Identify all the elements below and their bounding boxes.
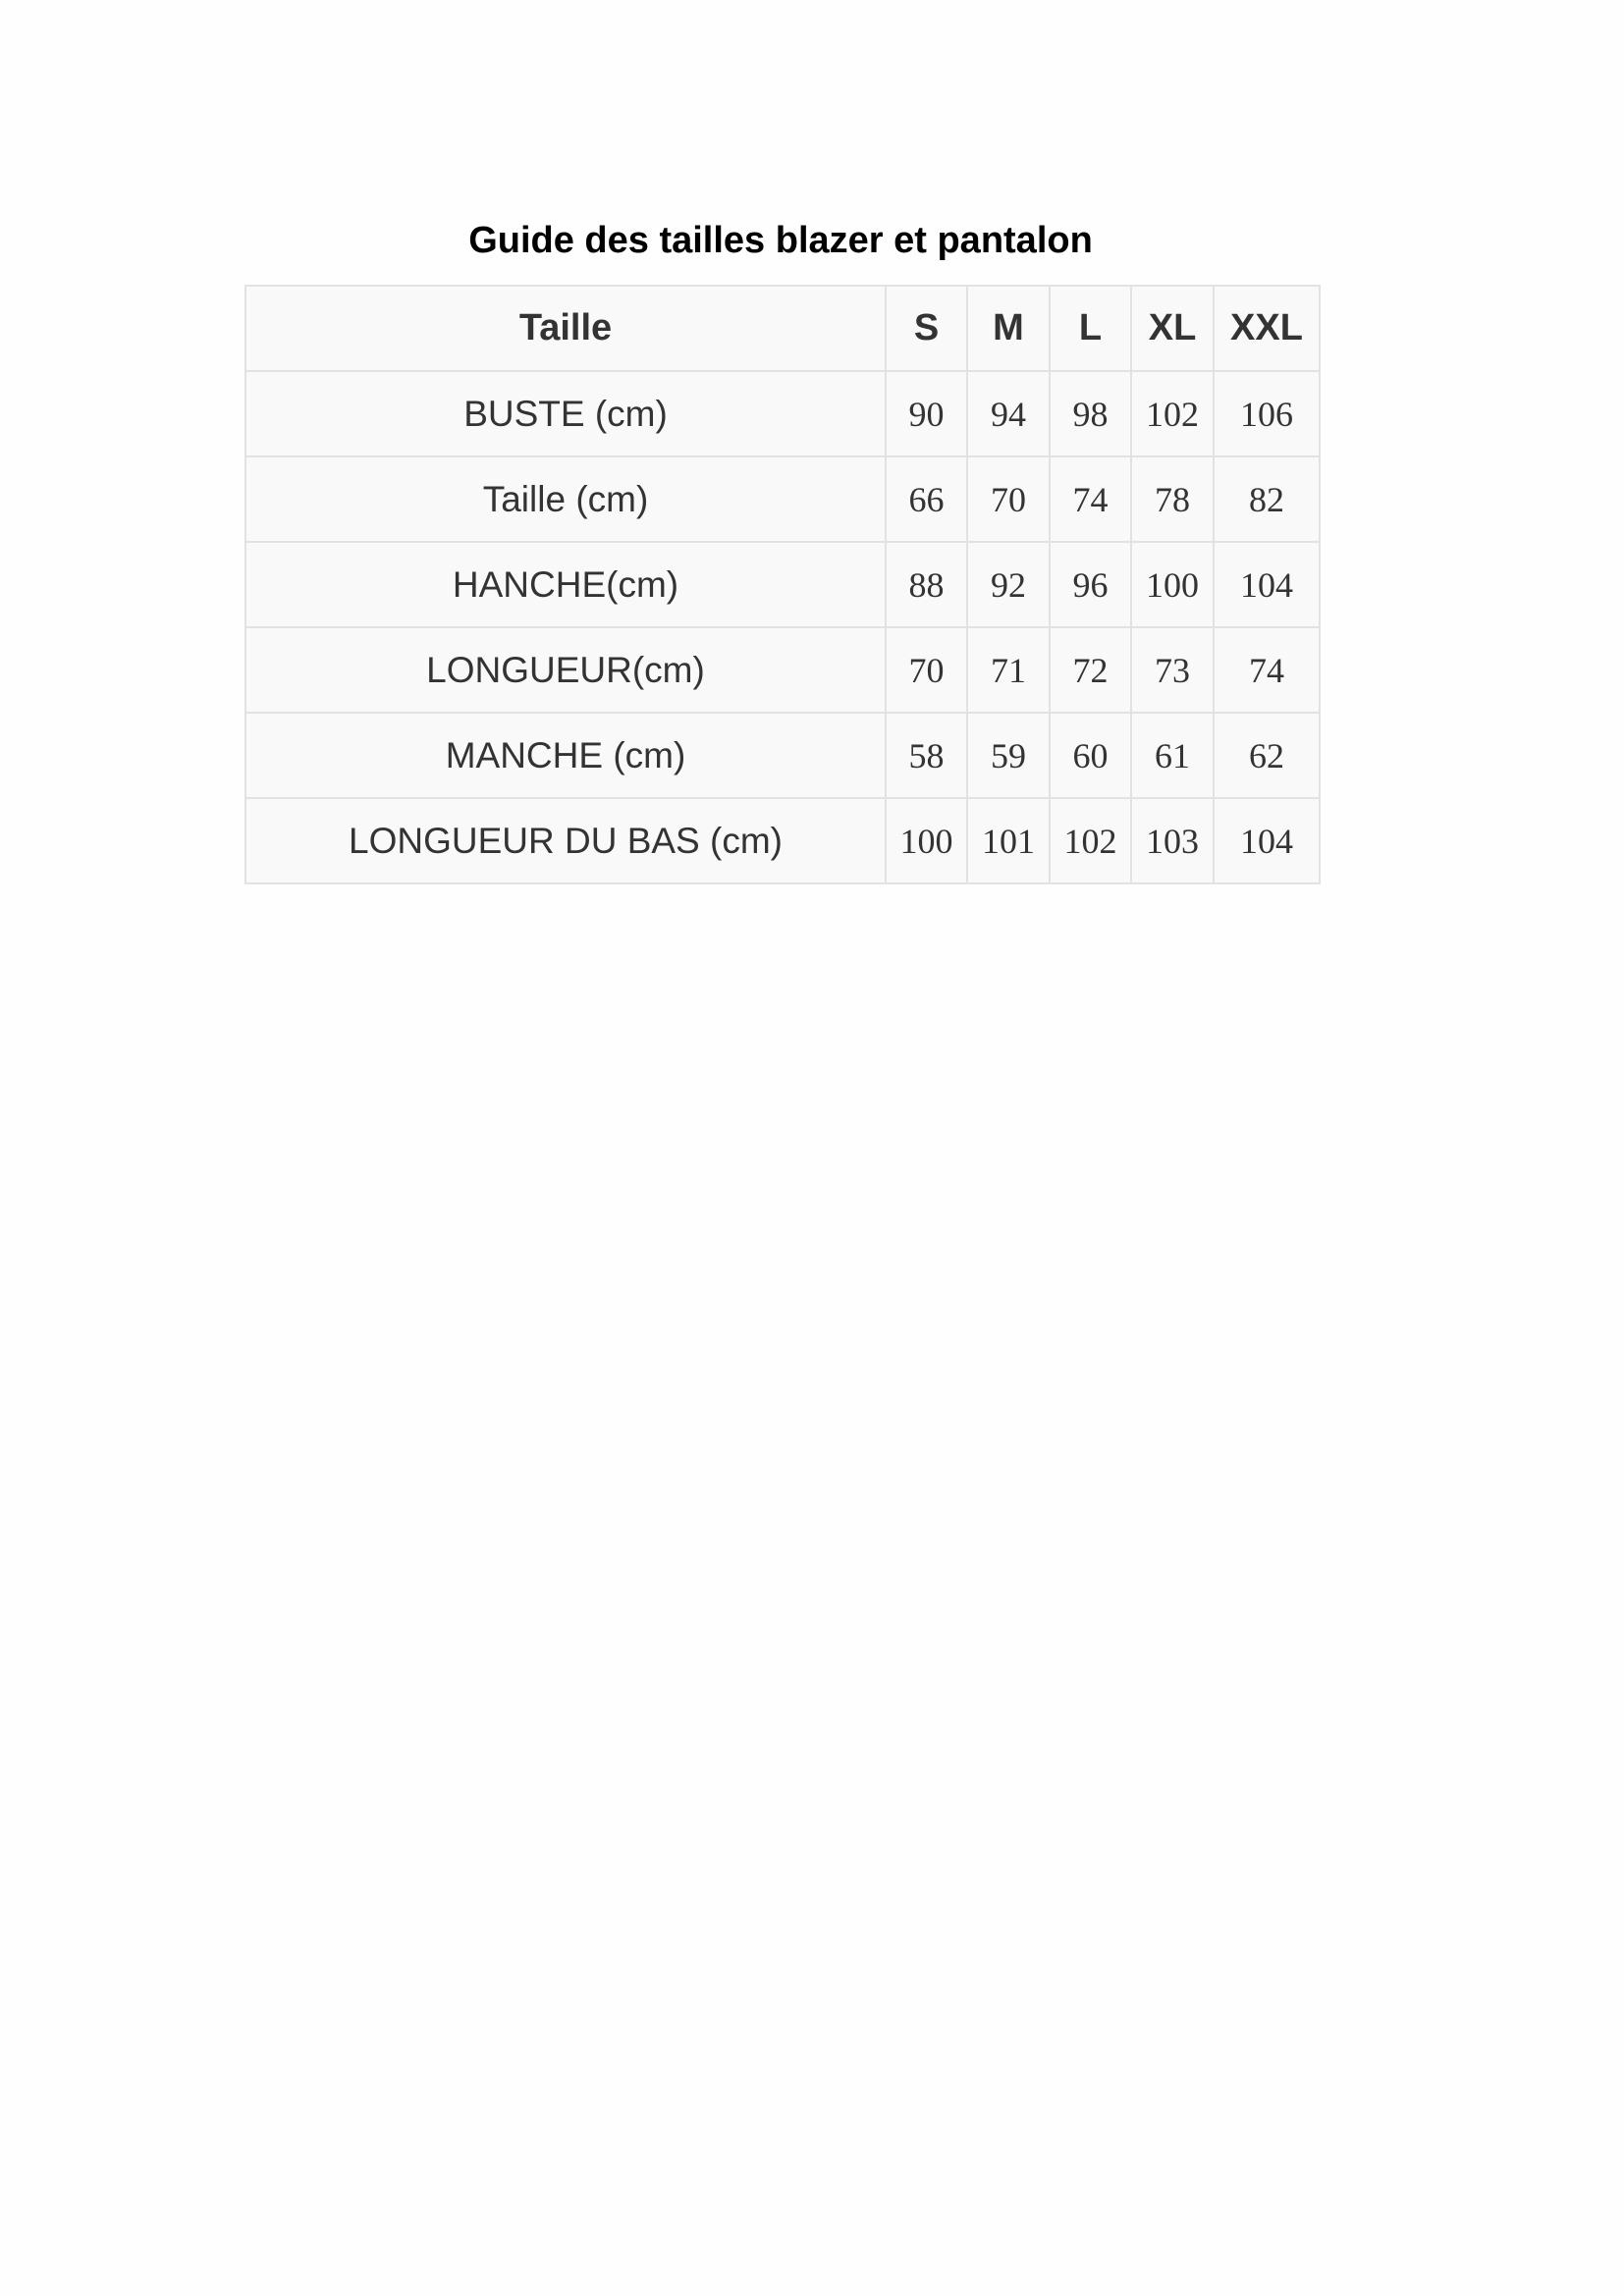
header-size-s: S <box>886 286 967 371</box>
table-cell: 61 <box>1131 713 1214 798</box>
table-cell: 90 <box>886 371 967 456</box>
header-size-xl: XL <box>1131 286 1214 371</box>
table-cell: 62 <box>1214 713 1320 798</box>
page-title: Guide des tailles blazer et pantalon <box>468 220 1093 261</box>
header-size-m: M <box>967 286 1050 371</box>
table-cell: 101 <box>967 798 1050 883</box>
table-cell: 59 <box>967 713 1050 798</box>
table-header-row <box>245 286 1320 371</box>
table-cell: 106 <box>1214 371 1320 456</box>
table-cell: 103 <box>1131 798 1214 883</box>
table-cell: 82 <box>1214 456 1320 542</box>
row-label: LONGUEUR DU BAS (cm) <box>245 798 886 883</box>
table-cell: 73 <box>1131 627 1214 713</box>
table-cell: 78 <box>1131 456 1214 542</box>
table-row <box>245 371 1320 456</box>
header-taille: Taille <box>245 286 886 371</box>
table-cell: 98 <box>1050 371 1131 456</box>
table-cell: 104 <box>1214 798 1320 883</box>
row-label: HANCHE(cm) <box>245 542 886 627</box>
table-cell: 102 <box>1050 798 1131 883</box>
size-guide-table <box>244 285 1321 884</box>
table-row <box>245 713 1320 798</box>
table-cell: 72 <box>1050 627 1131 713</box>
table-cell: 102 <box>1131 371 1214 456</box>
header-size-l: L <box>1050 286 1131 371</box>
table-cell: 100 <box>1131 542 1214 627</box>
table-cell: 92 <box>967 542 1050 627</box>
table-cell: 88 <box>886 542 967 627</box>
table-row <box>245 627 1320 713</box>
table-cell: 60 <box>1050 713 1131 798</box>
row-label: LONGUEUR(cm) <box>245 627 886 713</box>
table-cell: 104 <box>1214 542 1320 627</box>
table-cell: 74 <box>1214 627 1320 713</box>
table-row <box>245 456 1320 542</box>
table-cell: 71 <box>967 627 1050 713</box>
table-cell: 70 <box>886 627 967 713</box>
table-row <box>245 542 1320 627</box>
table-cell: 74 <box>1050 456 1131 542</box>
table-cell: 96 <box>1050 542 1131 627</box>
table-cell: 70 <box>967 456 1050 542</box>
header-size-xxl: XXL <box>1214 286 1320 371</box>
table-cell: 58 <box>886 713 967 798</box>
table-cell: 94 <box>967 371 1050 456</box>
table-row <box>245 798 1320 883</box>
row-label: Taille (cm) <box>245 456 886 542</box>
table-cell: 66 <box>886 456 967 542</box>
row-label: BUSTE (cm) <box>245 371 886 456</box>
table-cell: 100 <box>886 798 967 883</box>
row-label: MANCHE (cm) <box>245 713 886 798</box>
